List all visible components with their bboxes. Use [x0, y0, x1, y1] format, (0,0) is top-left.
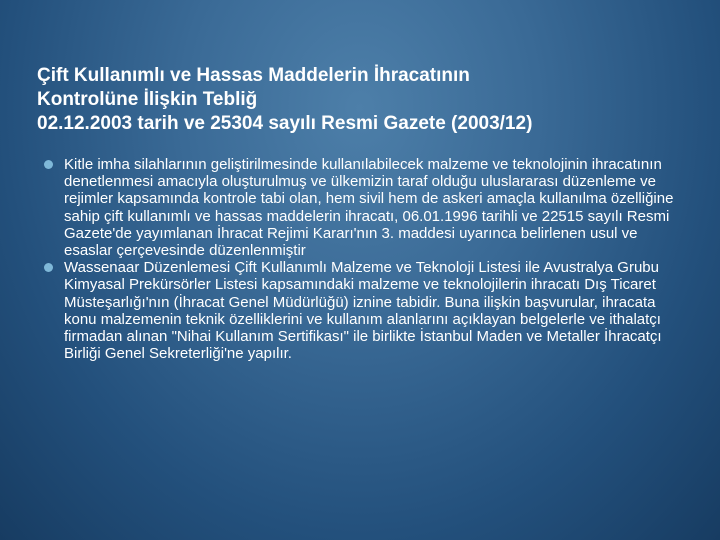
bullet-item-1: [44, 156, 684, 259]
bullet-text-2: Wassenaar Düzenlemesi Çift Kullanımlı Malzeme ve Teknoloji Listesi ile Avustralya Grubu Kimyasal Prekürsörler Listesi kapsamındaki malzeme ve teknolojilerin ihracatı Dış Ticaret Müsteşarlığı'nın (İhracat Genel Müdürlüğü) iznine tabidir. Buna ilişkin başvurular, ihracata konu malzemenin teknik özelliklerini ve kullanım alanlarını açıklayan belgelerle ve ithalatçı firmadan alınan "Nihai Kullanım Sertifikası" ile birlikte İstanbul Maden ve Metaller İhracatçı Birliği Genel Sekreterliği'ne yapılır.: [64, 259, 662, 363]
bullet-list: [44, 156, 684, 362]
bullet-item-2: [44, 259, 684, 362]
slide-title: [37, 64, 697, 136]
title-line-1: Çift Kullanımlı ve Hassas Maddelerin İhracatının: [37, 65, 470, 86]
title-line-2: Kontrolüne İlişkin Tebliğ: [37, 89, 258, 110]
title-line-3: 02.12.2003 tarih ve 25304 sayılı Resmi Gazete (2003/12): [37, 113, 533, 134]
circle-bullet-icon: [44, 160, 53, 169]
bullet-text-1: Kitle imha silahlarının geliştirilmesinde kullanılabilecek malzeme ve teknolojinin ihracatının denetlenmesi amacıyla oluşturulmuş ve ülkemizin taraf olduğu uluslararası düzenleme ve rejimler kapsamında kontrole tabi olan, hem sivil hem de askeri amaçla kullanılma özelliğine sahip çift kullanımlı ve hassas maddelerin ihracatı, 06.01.1996 tarihli ve 22515 sayılı Resmi Gazete'de yayımlanan İhracat Rejimi Kararı'nın 3. maddesi uyarınca belirlenen usul ve esaslar çerçevesinde düzenlenmiştir: [64, 156, 674, 260]
circle-bullet-icon: [44, 263, 53, 272]
